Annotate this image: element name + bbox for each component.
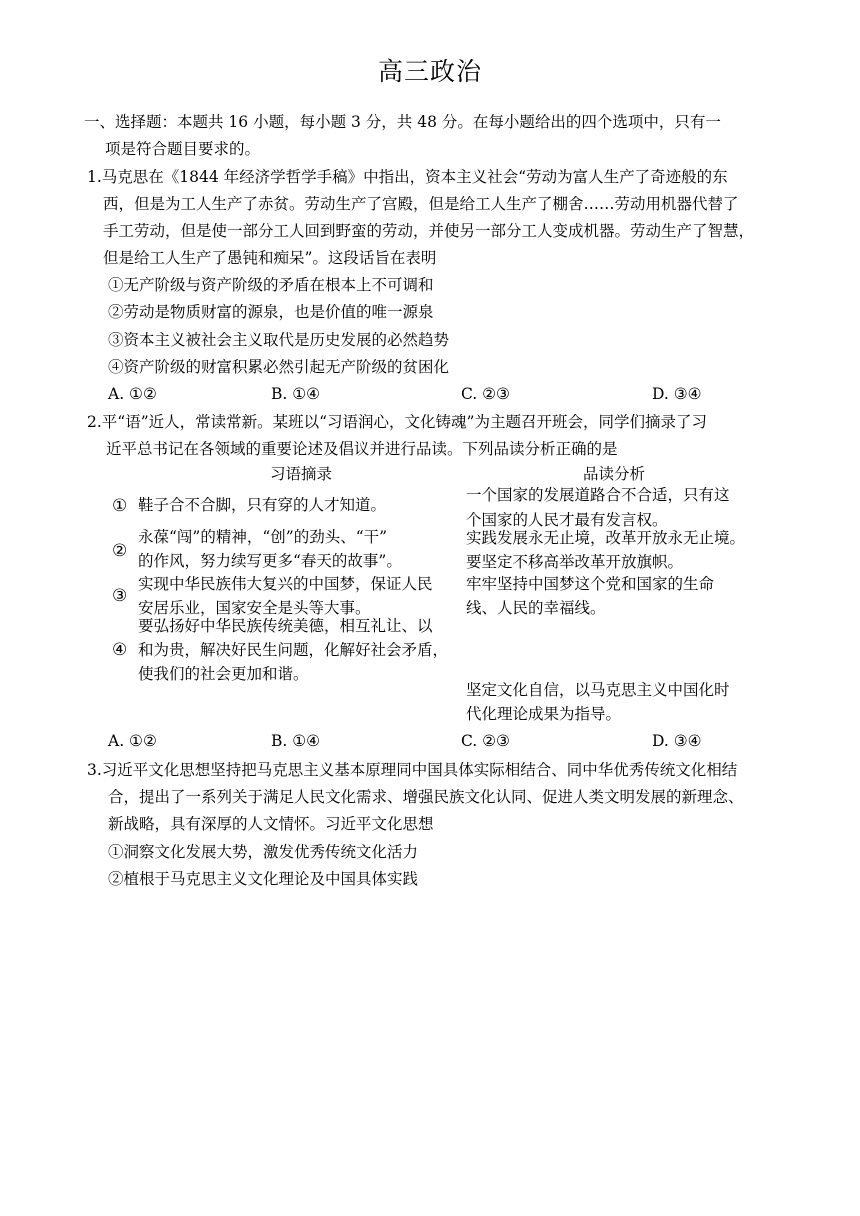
q2-row-3-number: ③	[112, 586, 128, 606]
q2-row-2-excerpt-line-1: 永葆“闯”的精神，“创”的劲头、“干”	[138, 528, 388, 546]
section-instruction-line-2: 项是符合题目要求的。	[105, 140, 261, 158]
q2-stem-line-1: 2.平“语”近人，常读常新。某班以“习语润心，文化铸魂”为主题召开班会，同学们摘录了习	[87, 413, 707, 431]
q1-statement-2: ②劳动是物质财富的源泉，也是价值的唯一源泉	[108, 303, 434, 321]
q2-option-a[interactable]: A. ①②	[108, 732, 157, 750]
q2-row-3-excerpt-line-2: 安居乐业，国家安全是头等大事。	[138, 599, 371, 617]
q2-options	[108, 729, 728, 753]
q1-option-c[interactable]: C. ②③	[461, 385, 510, 403]
q2-row-4-number: ④	[112, 640, 128, 660]
q2-row-4-analysis-line-2: 代化理论成果为指导。	[466, 705, 622, 723]
q2-row-3-analysis-line-1: 牢牢坚持中国梦这个党和国家的生命	[466, 575, 715, 593]
q1-stem-line-4: 但是给工人生产了愚钝和痴呆”。这段话旨在表明	[103, 249, 437, 267]
q1-stem-line-3: 手工劳动，但是使一部分工人回到野蛮的劳动，并使另一部分工人变成机器。劳动生产了智慧，	[103, 222, 755, 240]
q3-stem-line-3: 新战略，具有深厚的人文情怀。习近平文化思想	[108, 815, 434, 833]
q2-row-2-analysis-line-1: 实践发展永无止境，改革开放永无止境。	[466, 529, 746, 547]
q2-row-1-analysis-line-2: 个国家的人民才最有发言权。	[466, 511, 668, 529]
q3-statement-1: ①洞察文化发展大势，激发优秀传统文化活力	[108, 843, 419, 861]
q2-row-1-number: ①	[112, 496, 128, 516]
q2-row-4-excerpt-line-1: 要弘扬好中华民族传统美德，相互礼让、以	[138, 617, 433, 635]
q2-row-4-excerpt-line-2: 和为贵，解决好民生问题，化解好社会矛盾，	[138, 641, 449, 659]
q2-option-d[interactable]: D. ③④	[652, 732, 702, 750]
q2-row-2-number: ②	[112, 541, 128, 561]
q2-row-4-excerpt-line-3: 使我们的社会更加和谐。	[138, 665, 309, 683]
q3-stem-line-1: 3.习近平文化思想坚持把马克思主义基本原理同中国具体实际相结合、同中华优秀传统文化相结	[87, 761, 738, 779]
page-title: 高三政治	[377, 57, 482, 86]
q2-option-b[interactable]: B. ①④	[271, 732, 321, 750]
q3-statement-2: ②植根于马克思主义文化理论及中国具体实践	[108, 870, 419, 888]
q2-row-3-analysis-line-2: 线、人民的幸福线。	[466, 599, 606, 617]
section-instruction-line-1: 一、选择题：本题共 16 小题，每小题 3 分，共 48 分。在每小题给出的四个选项中，只有一	[84, 113, 721, 131]
q2-option-c[interactable]: C. ②③	[461, 732, 510, 750]
q1-option-d[interactable]: D. ③④	[652, 385, 702, 403]
q2-row-4-analysis-line-1: 坚定文化自信，以马克思主义中国化时	[466, 681, 730, 699]
q2-row-2-analysis-line-2: 要坚定不移高举改革开放旗帜。	[466, 553, 684, 571]
q1-stem-line-1: 1.马克思在《1844 年经济学哲学手稿》中指出，资本主义社会“劳动为富人生产了奇迹般的东	[87, 168, 728, 186]
q2-row-1-analysis-line-1: 一个国家的发展道路合不合适，只有这	[466, 486, 730, 504]
q1-options	[108, 382, 728, 406]
q3-stem-line-2: 合，提出了一系列关于满足人民文化需求、增强民族文化认同、促进人类文明发展的新理念、	[108, 788, 744, 806]
q2-stem-line-2: 近平总书记在各领域的重要论述及倡议并进行品读。下列品读分析正确的是	[106, 440, 618, 458]
q2-row-2-excerpt-line-2: 的作风，努力续写更多“春天的故事”。	[138, 552, 402, 570]
q1-statement-1: ①无产阶级与资产阶级的矛盾在根本上不可调和	[108, 276, 434, 294]
q2-table-head-right: 品读分析	[583, 465, 646, 483]
q2-row-3-excerpt-line-1: 实现中华民族伟大复兴的中国梦，保证人民	[138, 575, 433, 593]
q2-row-1-excerpt: 鞋子合不合脚，只有穿的人才知道。	[138, 496, 387, 514]
q2-table-head-left: 习语摘录	[270, 465, 333, 483]
q1-statement-4: ④资产阶级的财富积累必然引起无产阶级的贫困化	[108, 358, 450, 376]
q1-stem-line-2: 西，但是为工人生产了赤贫。劳动生产了宫殿，但是给工人生产了棚舍……劳动用机器代替了	[103, 195, 739, 213]
q1-statement-3: ③资本主义被社会主义取代是历史发展的必然趋势	[108, 331, 450, 349]
q1-option-b[interactable]: B. ①④	[271, 385, 321, 403]
q1-option-a[interactable]: A. ①②	[108, 385, 157, 403]
